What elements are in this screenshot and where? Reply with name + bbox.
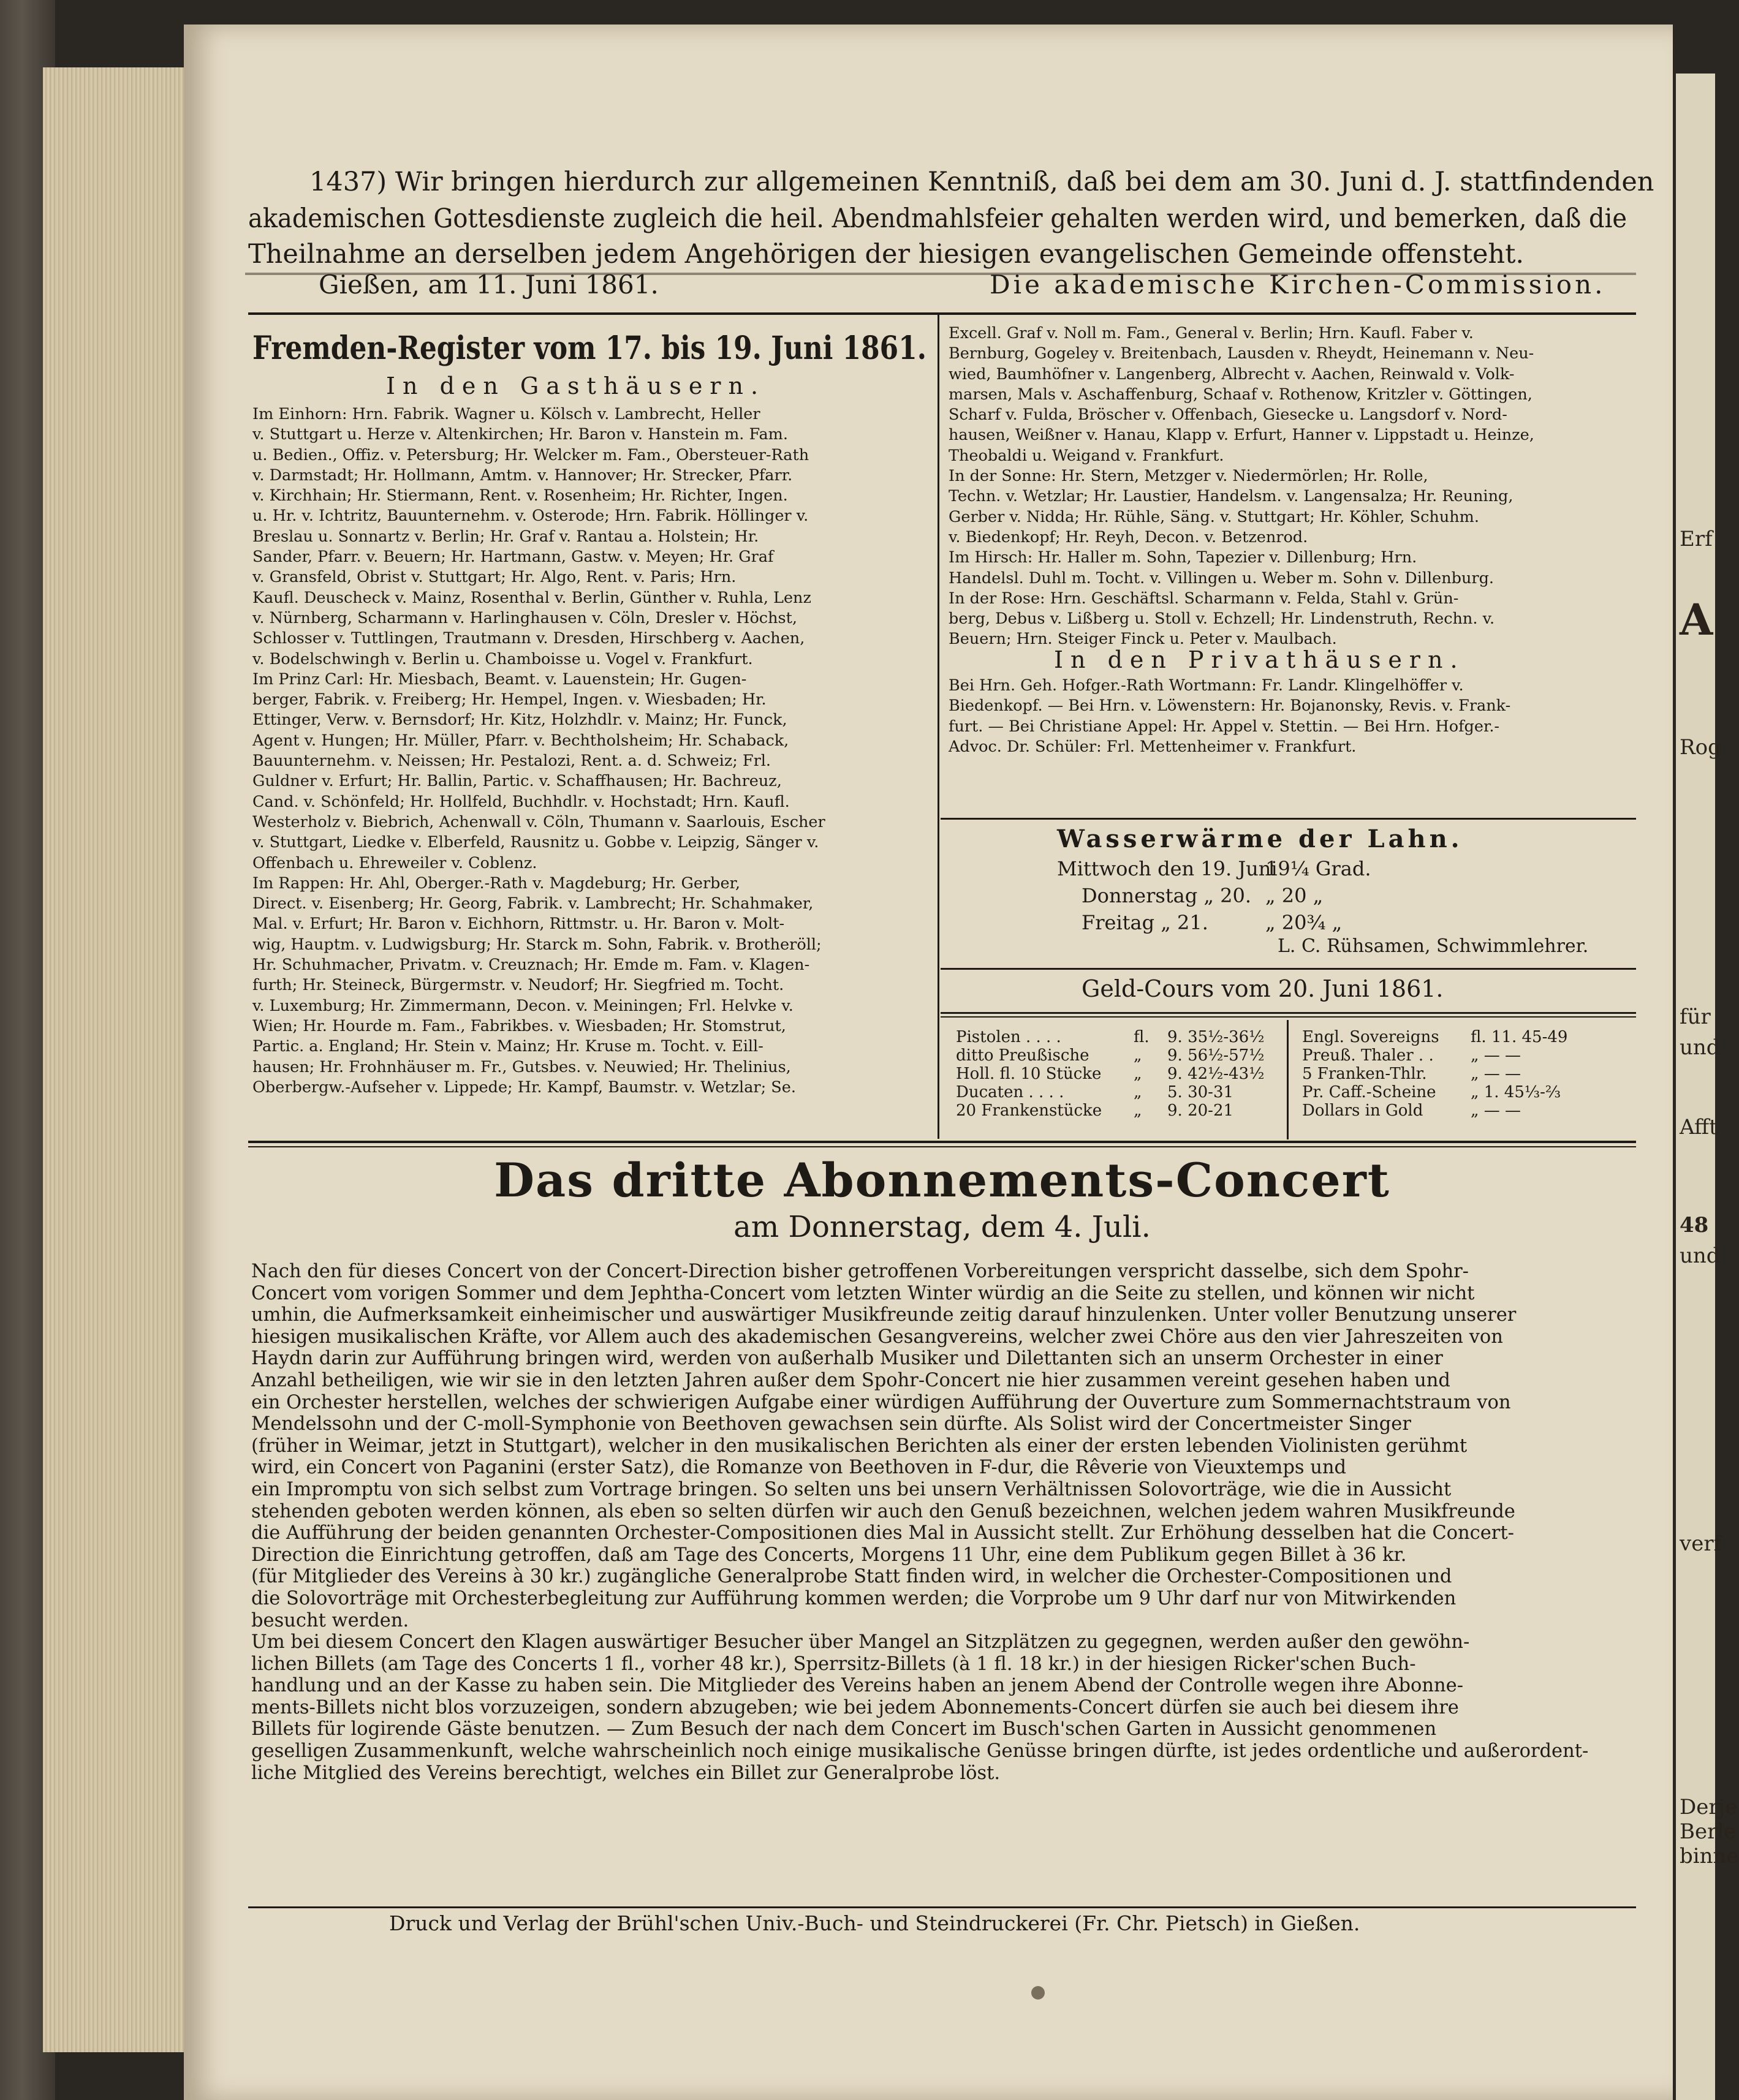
money-header-rule-2 xyxy=(941,1016,1636,1018)
concert-line-3: umhin, die Aufmerksamkeit einheimischer und auswärtiger Musikfreunde zeitig darauf hinzulenken. Unter voller Benutzung unserer xyxy=(251,1304,1517,1326)
register-left-line-30: v. Luxemburg; Hr. Zimmermann, Decon. v. Meiningen; Frl. Helvke v. xyxy=(252,996,794,1015)
register-right-line-6: hausen, Weißner v. Hanau, Klapp v. Erfurt, Hanner v. Lippstadt u. Heinze, xyxy=(949,426,1534,445)
register-left-line-32: Partic. a. England; Hr. Stein v. Mainz; Hr. Kruse m. Tocht. v. Eill- xyxy=(252,1037,763,1056)
register-left-line-4: v. Darmstadt; Hr. Hollmann, Amtm. v. Hannover; Hr. Strecker, Pfarr. xyxy=(252,466,793,485)
money-name-2: ditto Preußische xyxy=(956,1046,1089,1065)
money-rate-1: 9. 35½-36½ xyxy=(1167,1028,1265,1046)
adjacent-fragment-2: A xyxy=(1680,594,1713,645)
register-left-line-3: u. Bedien., Offiz. v. Petersburg; Hr. Welcker m. Fam., Obersteuer-Rath xyxy=(252,445,809,464)
register-left-line-13: v. Bodelschwingh v. Berlin u. Chamboisse u. Vogel v. Frankfurt. xyxy=(252,649,753,668)
concert-line-16: die Solovorträge mit Orchesterbegleitung zur Aufführung kommen werden; die Vorprobe um 9 Uhr darf nur von Mitwirkenden xyxy=(251,1587,1457,1609)
register-left-line-7: Breslau u. Sonnartz v. Berlin; Hr. Graf v. Rantau a. Holstein; Hr. xyxy=(252,527,759,546)
register-right-line-15: berg, Debus v. Lißberg u. Stoll v. Echzell; Hr. Lindenstruth, Rechn. v. xyxy=(949,610,1495,629)
register-right-line-5: Scharf v. Fulda, Bröscher v. Offenbach, Giesecke u. Langsdorf v. Nord- xyxy=(949,406,1507,425)
page-stack-edges xyxy=(43,67,202,2052)
register-subtitle: In den Gasthäusern. xyxy=(386,372,766,399)
register-left-line-6: u. Hr. v. Ichtritz, Bauunternehm. v. Osterode; Hrn. Fabrik. Höllinger v. xyxy=(252,507,809,526)
money-right-name-5: Dollars in Gold xyxy=(1302,1101,1423,1120)
register-left-line-10: Kaufl. Deuscheck v. Mainz, Rosenthal v. Berlin, Günther v. Ruhla, Lenz xyxy=(252,588,811,607)
money-name-3: Holl. fl. 10 Stücke xyxy=(956,1065,1102,1083)
money-title: Geld-Cours vom 20. Juni 1861. xyxy=(1082,975,1444,1002)
money-unit-2: „ xyxy=(1134,1046,1142,1065)
register-left-line-27: wig, Hauptm. v. Ludwigsburg; Hr. Starck m. Sohn, Fabrik. v. Brotheröll; xyxy=(252,935,822,954)
register-left-line-25: Direct. v. Eisenberg; Hr. Georg, Fabrik. v. Lambrecht; Hr. Schahmaker, xyxy=(252,894,814,913)
register-left-line-29: furth; Hr. Steineck, Bürgermstr. v. Neudorf; Hr. Siegfried m. Tocht. xyxy=(252,976,784,995)
register-right-line-9: Techn. v. Wetzlar; Hr. Laustier, Handelsm. v. Langensalza; Hr. Reuning, xyxy=(949,487,1514,506)
concert-line-12: stehenden geboten werden können, als eben so selten dürfen wir auch den Genuß bezeichnen, welchen jedem wahren Musikfreunde xyxy=(251,1500,1515,1522)
register-left-line-26: Mal. v. Erfurt; Hr. Baron v. Eichhorn, Rittmstr. u. Hr. Baron v. Molt- xyxy=(252,915,785,934)
water-value-1: 19¼ Grad. xyxy=(1265,857,1371,880)
register-left-line-28: Hr. Schuhmacher, Privatm. v. Creuznach; Hr. Emde m. Fam. v. Klagen- xyxy=(252,956,810,975)
register-right-line-4: marsen, Mals v. Aschaffenburg, Schaaf v. Rothenow, Kritzler v. Göttingen, xyxy=(949,385,1533,404)
money-rate-4: 5. 30-31 xyxy=(1167,1083,1234,1101)
adjacent-fragment-8: und xyxy=(1680,1244,1720,1268)
money-rate-3: 9. 42½-43½ xyxy=(1167,1065,1265,1083)
money-unit-1: fl. xyxy=(1134,1028,1150,1046)
money-unit-4: „ xyxy=(1134,1083,1142,1101)
register-left-line-22: v. Stuttgart, Liedke v. Elberfeld, Rausnitz u. Gobbe v. Leipzig, Sänger v. xyxy=(252,833,819,852)
register-right-line-13: Handelsl. Duhl m. Tocht. v. Villingen u. Weber m. Sohn v. Dillenburg. xyxy=(949,568,1495,587)
money-right-name-4: Pr. Caff.-Scheine xyxy=(1302,1083,1436,1101)
register-left-line-17: Agent v. Hungen; Hr. Müller, Pfarr. v. Bechtholsheim; Hr. Schaback, xyxy=(252,731,789,750)
private-line-1: Bei Hrn. Geh. Hofger.-Rath Wortmann: Fr. Landr. Klingelhöffer v. xyxy=(949,676,1464,695)
concert-body xyxy=(251,1261,1588,1784)
concert-line-18: Um bei diesem Concert den Klagen auswärtiger Besucher über Mangel an Sitzplätzen zu gegegnen, werden außer den gewöhn- xyxy=(251,1631,1470,1653)
water-title: Wasserwärme der Lahn. xyxy=(1057,825,1463,853)
register-left-line-11: v. Nürnberg, Scharmann v. Harlinghausen v. Cöln, Dresler v. Höchst, xyxy=(252,608,797,627)
water-day-3: Freitag „ 21. xyxy=(1082,911,1208,934)
register-right-column xyxy=(949,323,1534,650)
water-day-2: Donnerstag „ 20. xyxy=(1082,884,1252,907)
concert-line-23: geselligen Zusammenkunft, welche wahrscheinlich noch einige musikalische Genüsse bringen dürfte, ist jedes ordentliche und außerordent- xyxy=(251,1740,1589,1762)
money-right-rate-3: „ — — xyxy=(1471,1065,1521,1083)
concert-headline: Das dritte Abonnements-Concert xyxy=(494,1153,1390,1207)
concert-line-24: liche Mitglied des Vereins berechtigt, welches ein Billet zur Generalprobe löst. xyxy=(251,1762,1001,1784)
register-left-line-21: Westerholz v. Biebrich, Achenwall v. Cöln, Thumann v. Saarlouis, Escher xyxy=(252,812,825,831)
adjacent-fragment-4: für xyxy=(1680,1005,1711,1029)
register-right-line-3: wied, Baumhöfner v. Langenberg, Albrecht v. Aachen, Reinwald v. Volk- xyxy=(949,364,1515,383)
money-name-4: Ducaten . . . . xyxy=(956,1083,1064,1101)
water-value-2: „ 20 „ xyxy=(1265,884,1324,907)
register-left-line-5: v. Kirchhain; Hr. Stiermann, Rent. v. Rosenheim; Hr. Richter, Ingen. xyxy=(252,486,788,505)
money-name-1: Pistolen . . . . xyxy=(956,1028,1061,1046)
water-signer: L. C. Rühsamen, Schwimmlehrer. xyxy=(1278,935,1589,957)
adjacent-fragment-9: verf xyxy=(1680,1532,1722,1556)
notice-line-2: akademischen Gottesdienste zugleich die heil. Abendmahlsfeier gehalten werden wird, und bemerken, daß die xyxy=(248,203,1627,234)
concert-line-7: ein Orchester herstellen, welches der schwierigen Aufgabe einer würdigen Aufführung der Ouverture zum Sommernachtstraum von xyxy=(251,1391,1511,1413)
money-right-name-3: 5 Franken-Thlr. xyxy=(1302,1065,1427,1083)
water-value-3: „ 20¾ „ xyxy=(1265,911,1343,934)
imprint-line: Druck und Verlag der Brühl'schen Univ.-Buch- und Steindruckerei (Fr. Chr. Pietsch) in Gießen. xyxy=(389,1911,1360,1935)
adjacent-fragment-11: Berle xyxy=(1680,1819,1737,1844)
notice-signature: Die akademische Kirchen-Commission. xyxy=(990,270,1606,300)
private-title: In den Privathäusern. xyxy=(1054,646,1465,673)
register-right-line-8: In der Sonne: Hr. Stern, Metzger v. Niedermörlen; Hr. Rolle, xyxy=(949,467,1428,486)
concert-line-1: Nach den für dieses Concert von der Concert-Direction bisher getroffenen Vorbereitungen verspricht dasselbe, sich dem Spohr- xyxy=(251,1261,1469,1282)
adjacent-page-edge xyxy=(1676,74,1739,2100)
private-line-3: furt. — Bei Christiane Appel: Hr. Appel v. Stettin. — Bei Hrn. Hofger.- xyxy=(949,717,1500,736)
money-right-rate-1: fl. 11. 45-49 xyxy=(1471,1028,1568,1046)
money-unit-5: „ xyxy=(1134,1101,1142,1120)
private-line-2: Biedenkopf. — Bei Hrn. v. Löwenstern: Hr. Bojanonsky, Revis. v. Frank- xyxy=(949,697,1511,716)
register-right-line-11: v. Biedenkopf; Hr. Reyh, Decon. v. Betzenrod. xyxy=(949,527,1308,546)
private-houses-column xyxy=(949,676,1510,757)
concert-subhead: am Donnerstag, dem 4. Juli. xyxy=(733,1210,1151,1244)
water-day-1: Mittwoch den 19. Juni xyxy=(1057,857,1278,880)
money-unit-3: „ xyxy=(1134,1065,1142,1083)
money-right-name-1: Engl. Sovereigns xyxy=(1302,1028,1439,1046)
binding-hole xyxy=(1031,1986,1045,2000)
adjacent-fragment-10: Derje xyxy=(1680,1795,1738,1819)
concert-line-19: lichen Billets (am Tage des Concerts 1 fl., vorher 48 kr.), Sperrsitz-Billets (à 1 fl. 18 kr.) in der hiesigen Ricker'schen Buch- xyxy=(251,1653,1416,1675)
concert-line-5: Haydn darin zur Aufführung bringen wird, werden von außerhalb Musiker und Dilettanten sich an unserm Orchester in einer xyxy=(251,1348,1443,1370)
register-left-line-9: v. Gransfeld, Obrist v. Stuttgart; Hr. Algo, Rent. v. Paris; Hrn. xyxy=(252,568,737,587)
adjacent-fragment-7: 48 xyxy=(1680,1213,1709,1237)
register-left-line-12: Schlosser v. Tuttlingen, Trautmann v. Dresden, Hirschberg v. Aachen, xyxy=(252,629,805,648)
column-divider xyxy=(938,315,939,1139)
adjacent-fragment-6: Afft xyxy=(1680,1115,1718,1139)
register-left-line-31: Wien; Hr. Hourde m. Fam., Fabrikbes. v. Wiesbaden; Hr. Stomstrut, xyxy=(252,1016,786,1035)
concert-line-2: Concert vom vorigen Sommer und dem Jephtha-Concert vom letzten Winter würdig an die Seite zu stellen, und können wir nicht xyxy=(251,1282,1475,1304)
concert-line-6: Anzahl betheiligen, wie wir sie in den letzten Jahren außer dem Spohr-Concert nie hier zusammen vereint gesehen haben und xyxy=(251,1369,1450,1391)
register-left-line-33: hausen; Hr. Frohnhäuser m. Fr., Gutsbes. v. Neuwied; Hr. Thelinius, xyxy=(252,1057,791,1076)
concert-line-10: wird, ein Concert von Paganini (erster Satz), die Romanze von Beethoven in F-dur, die Rêverie von Vieuxtemps und xyxy=(251,1457,1347,1479)
concert-line-14: Direction die Einrichtung getroffen, daß am Tage des Concerts, Morgens 11 Uhr, eine dem Publikum gegen Billet à 36 kr. xyxy=(251,1544,1407,1566)
private-line-4: Advoc. Dr. Schüler: Frl. Mettenheimer v. Frankfurt. xyxy=(949,737,1357,756)
notice-line-1: 1437) Wir bringen hierdurch zur allgemeinen Kenntniß, daß bei dem am 30. Juni d. J. stattfindenden xyxy=(309,167,1654,197)
concert-top-rule xyxy=(248,1141,1636,1143)
register-left-line-34: Oberbergw.-Aufseher v. Lippede; Hr. Kampf, Baumstr. v. Wetzlar; Se. xyxy=(252,1078,796,1097)
register-left-line-20: Cand. v. Schönfeld; Hr. Hollfeld, Buchhdlr. v. Hochstadt; Hrn. Kaufl. xyxy=(252,792,790,811)
register-right-line-12: Im Hirsch: Hr. Haller m. Sohn, Tapezier v. Dillenburg; Hrn. xyxy=(949,548,1417,567)
register-right-line-16: Beuern; Hrn. Steiger Finck u. Peter v. Maulbach. xyxy=(949,630,1337,649)
register-left-line-2: v. Stuttgart u. Herze v. Altenkirchen; Hr. Baron v. Hanstein m. Fam. xyxy=(252,425,788,444)
register-right-line-7: Theobaldi u. Weigand v. Frankfurt. xyxy=(949,446,1224,465)
water-top-rule xyxy=(941,818,1636,820)
notice-place-date: Gießen, am 11. Juni 1861. xyxy=(319,270,659,300)
register-left-line-14: Im Prinz Carl: Hr. Miesbach, Beamt. v. Lauenstein; Hr. Gugen- xyxy=(252,670,747,689)
concert-line-13: die Aufführung der beiden genannten Orchester-Compositionen dies Mal in Aussicht stellt. Zur Erhöhung desselben hat die Concert- xyxy=(251,1522,1514,1544)
register-title: Fremden-Register vom 17. bis 19. Juni 1861. xyxy=(252,330,926,367)
imprint-rule xyxy=(248,1906,1636,1908)
concert-line-22: Billets für logirende Gäste benutzen. — Zum Besuch der nach dem Concert im Busch'schen Garten in Aussicht genommenen xyxy=(251,1718,1437,1740)
register-right-line-14: In der Rose: Hrn. Geschäftsl. Scharmann v. Felda, Stahl v. Grün- xyxy=(949,589,1459,608)
register-right-line-2: Bernburg, Gogeley v. Breitenbach, Lausden v. Rheydt, Heinemann v. Neu- xyxy=(949,344,1534,363)
money-top-rule xyxy=(941,968,1636,970)
register-left-line-1: Im Einhorn: Hrn. Fabrik. Wagner u. Kölsch v. Lambrecht, Heller xyxy=(252,405,760,423)
money-rate-5: 9. 20-21 xyxy=(1167,1101,1234,1120)
adjacent-fragment-12: binne xyxy=(1680,1844,1739,1868)
register-left-line-8: Sander, Pfarr. v. Beuern; Hr. Hartmann, Gastw. v. Meyen; Hr. Graf xyxy=(252,548,774,567)
money-header-rule xyxy=(941,1012,1636,1014)
register-left-line-19: Guldner v. Erfurt; Hr. Ballin, Partic. v. Schaffhausen; Hr. Bachreuz, xyxy=(252,772,782,791)
concert-line-11: ein Impromptu von sich selbst zum Vortrage bringen. So selten uns bei unsern Verhältnissen Solovorträge, wie die in Aussicht xyxy=(251,1478,1452,1500)
register-left-column xyxy=(252,404,825,1098)
money-right-rate-5: „ — — xyxy=(1471,1101,1521,1120)
concert-line-20: handlung und an der Kasse zu haben sein. Die Mitglieder des Vereins haben an jenem Abend der Controlle wegen ihre Abonne- xyxy=(251,1675,1464,1697)
money-name-5: 20 Frankenstücke xyxy=(956,1101,1102,1120)
concert-line-15: (für Mitglieder des Vereins à 30 kr.) zugängliche Generalprobe Statt finden wird, in welcher die Orchester-Compositionen und xyxy=(251,1566,1452,1588)
concert-line-8: Mendelssohn und der C-moll-Symphonie von Beethoven gewachsen sein dürfte. Als Solist wird der Concertmeister Singer xyxy=(251,1413,1411,1435)
register-right-line-10: Gerber v. Nidda; Hr. Rühle, Säng. v. Stuttgart; Hr. Köhler, Schuhm. xyxy=(949,507,1479,526)
concert-line-4: hiesigen musikalischen Kräfte, vor Allem auch des akademischen Gesangvereins, welcher zwei Chöre aus den vier Jahreszeiten von xyxy=(251,1326,1503,1348)
top-rule xyxy=(248,312,1636,315)
register-left-line-16: Ettinger, Verw. v. Bernsdorf; Hr. Kitz, Holzhdlr. v. Mainz; Hr. Funck, xyxy=(252,711,787,730)
money-right-name-2: Preuß. Thaler . . xyxy=(1302,1046,1434,1065)
money-right-rate-2: „ — — xyxy=(1471,1046,1521,1065)
money-rate-2: 9. 56½-57½ xyxy=(1167,1046,1265,1065)
concert-top-rule-2 xyxy=(248,1146,1636,1147)
adjacent-fragment-5: und xyxy=(1680,1035,1720,1060)
register-right-line-1: Excell. Graf v. Noll m. Fam., General v. Berlin; Hrn. Kaufl. Faber v. xyxy=(949,324,1474,342)
register-left-line-15: berger, Fabrik. v. Freiberg; Hr. Hempel, Ingen. v. Wiesbaden; Hr. xyxy=(252,690,767,709)
concert-line-21: ments-Billets nicht blos vorzuzeigen, sondern abzugeben; wie bei jedem Abonnements-Concert dürfen sie auch bei diesem ihre xyxy=(251,1696,1459,1718)
notice-line-3: Theilnahme an derselben jedem Angehörigen der hiesigen evangelischen Gemeinde offensteht. xyxy=(248,239,1525,270)
money-divider xyxy=(1287,1020,1289,1139)
adjacent-fragment-3: Rog xyxy=(1680,735,1721,760)
concert-line-17: besucht werden. xyxy=(251,1609,409,1631)
adjacent-fragment-1: Erf xyxy=(1680,527,1713,551)
register-left-line-24: Im Rappen: Hr. Ahl, Oberger.-Rath v. Magdeburg; Hr. Gerber, xyxy=(252,874,741,893)
register-left-line-18: Bauunternehm. v. Neissen; Hr. Pestalozi, Rent. a. d. Schweiz; Frl. xyxy=(252,752,771,771)
concert-line-9: (früher in Weimar, jetzt in Stuttgart), welcher in den musikalischen Berichten als einer der ersten lebenden Violinisten gerühmt xyxy=(251,1435,1468,1457)
register-left-line-23: Offenbach u. Ehreweiler v. Coblenz. xyxy=(252,853,537,872)
money-right-rate-4: „ 1. 45⅓-⅔ xyxy=(1471,1083,1561,1101)
